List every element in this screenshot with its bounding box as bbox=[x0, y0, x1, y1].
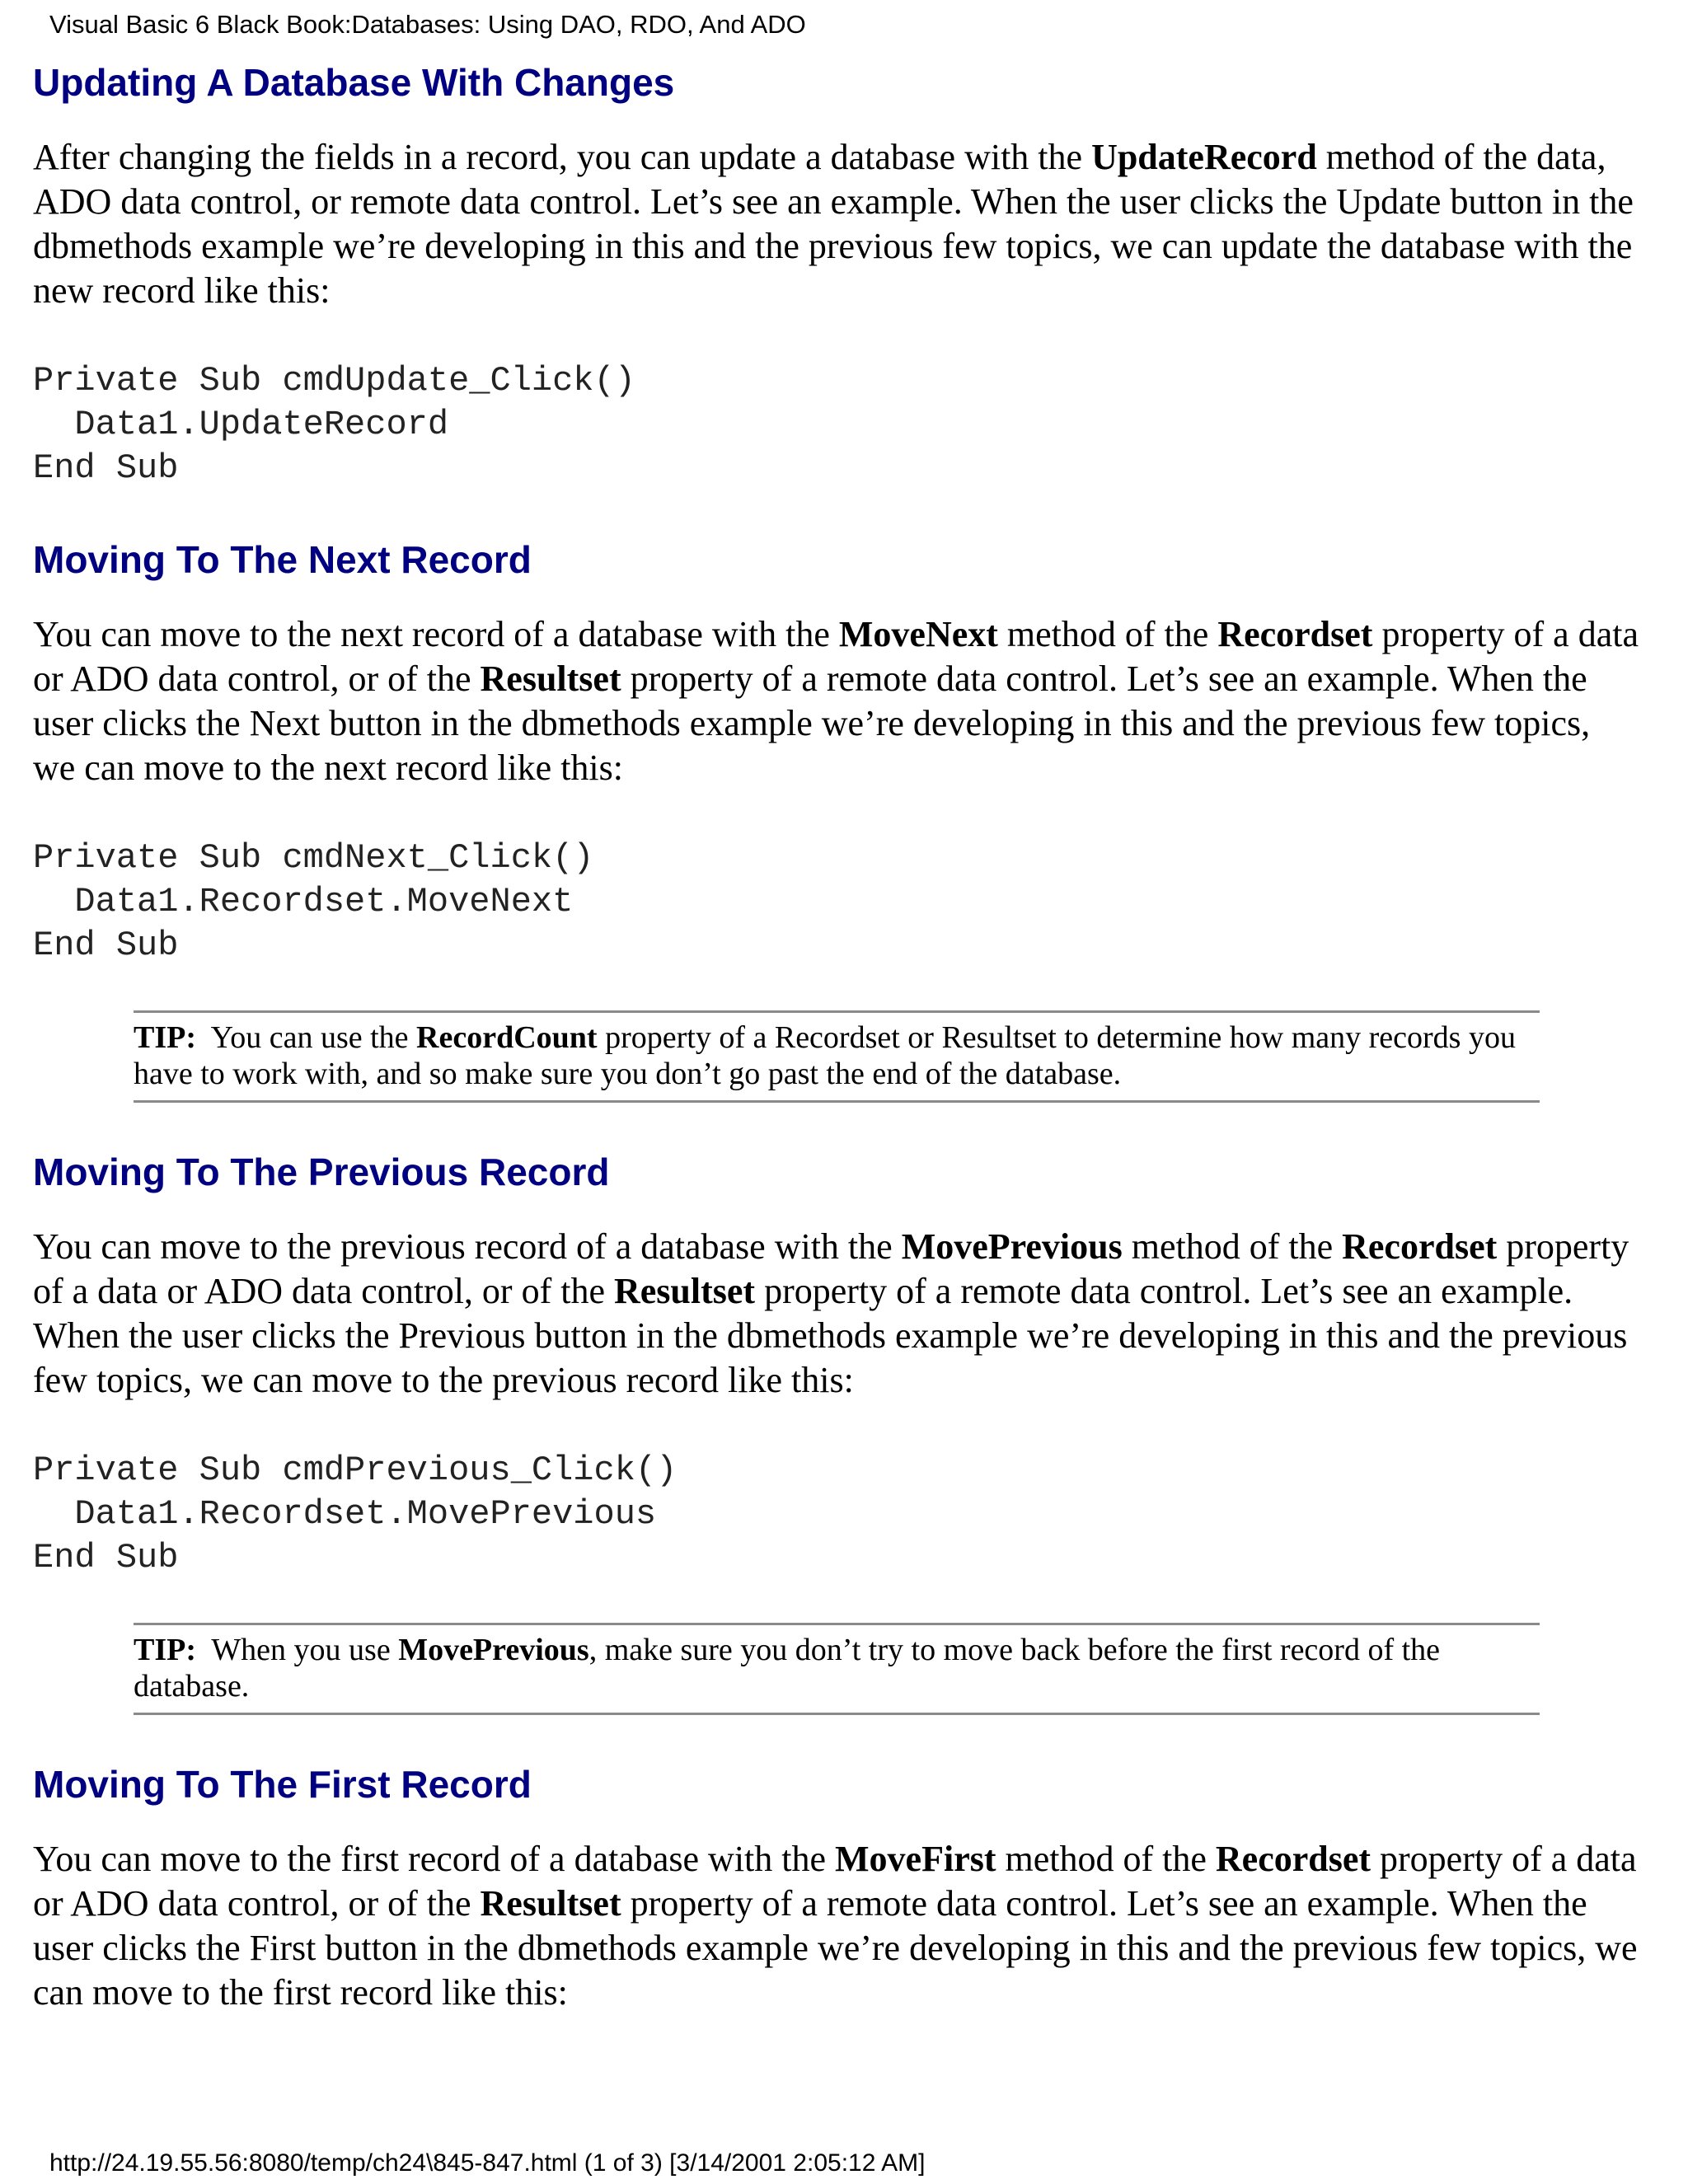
bold-term: MovePrevious bbox=[901, 1226, 1123, 1267]
text-run: property of a Recordset or Resultset to determine how many records you have to work with, and so make sure you don’t go past the end of the database. bbox=[134, 1020, 1516, 1091]
running-header: Visual Basic 6 Black Book:Databases: Using DAO, RDO, And ADO bbox=[49, 10, 806, 39]
text-run: After changing the fields in a record, you can update a database with the bbox=[33, 137, 1092, 177]
text-run: You can use the bbox=[196, 1020, 417, 1055]
text-run: , make sure you don’t try to move back before the first record of the database. bbox=[134, 1633, 1441, 1704]
section-heading: Moving To The Next Record bbox=[33, 538, 532, 581]
text-run: property of a remote data control. Let’s see an example. When the user clicks the Previous button in the dbmethods example we’re developing in this and the previous few topics, we can move to the previous record like this: bbox=[33, 1271, 1628, 1400]
text-run: You can move to the next record of a database with the bbox=[33, 614, 839, 654]
text-run: property of a data or ADO data control, or of the bbox=[33, 614, 1639, 699]
bold-term: RecordCount bbox=[416, 1020, 598, 1055]
section-previous-record bbox=[33, 1144, 1640, 1715]
tip-box bbox=[134, 1010, 1540, 1103]
bold-term: Recordset bbox=[1217, 614, 1373, 654]
bold-term: Resultset bbox=[614, 1271, 756, 1311]
tip-box bbox=[134, 1623, 1540, 1715]
text-run: property of a data or ADO data control, or of the bbox=[33, 1839, 1637, 1924]
text-run: method of the bbox=[1122, 1226, 1343, 1267]
body-paragraph bbox=[33, 1837, 1640, 2015]
bold-term: MoveFirst bbox=[835, 1839, 996, 1879]
text-run: method of the data, ADO data control, or remote data control. Let’s see an example. When the user clicks the Update button in the dbmethods example we’re developing in this and the previous few topics, we can update the database with the new record like this: bbox=[33, 137, 1634, 311]
footer-url: http://24.19.55.56:8080/temp/ch24\845-847.html (1 of 3) [3/14/2001 2:05:12 AM] bbox=[49, 2149, 926, 2177]
bold-term: MovePrevious bbox=[398, 1633, 589, 1667]
section-first-record bbox=[33, 1756, 1640, 2015]
section-heading: Moving To The Previous Record bbox=[33, 1151, 610, 1193]
bold-term: Recordset bbox=[1342, 1226, 1498, 1267]
text-run: property of a remote data control. Let’s see an example. When the user clicks the First button in the dbmethods example we’re developing in this and the previous few topics, we can move to the first record like this: bbox=[33, 1883, 1638, 2013]
body-paragraph bbox=[33, 1225, 1640, 1403]
bold-term: Resultset bbox=[480, 658, 621, 699]
bold-term: Recordset bbox=[1215, 1839, 1372, 1879]
body-paragraph bbox=[33, 135, 1640, 313]
bold-term: MoveNext bbox=[838, 614, 998, 654]
tip-label: TIP: bbox=[134, 1633, 196, 1667]
bold-term: UpdateRecord bbox=[1091, 137, 1317, 177]
code-block: Private Sub cmdUpdate_Click() Data1.UpdateRecord End Sub bbox=[33, 361, 635, 488]
text-run: property of a remote data control. Let’s see an example. When the user clicks the Next button in the dbmethods example we’re developing in this and the previous few topics, we can move to the next record like this: bbox=[33, 658, 1591, 788]
text-run: You can move to the previous record of a database with the bbox=[33, 1226, 902, 1267]
tip-label: TIP: bbox=[134, 1020, 196, 1055]
text-run: You can move to the first record of a database with the bbox=[33, 1839, 836, 1879]
section-update-record bbox=[33, 54, 1640, 490]
text-run: property of a data or ADO data control, or of the bbox=[33, 1226, 1629, 1311]
section-heading: Updating A Database With Changes bbox=[33, 61, 675, 104]
text-run: method of the bbox=[996, 1839, 1216, 1879]
section-next-record bbox=[33, 532, 1640, 1103]
section-heading: Moving To The First Record bbox=[33, 1763, 532, 1806]
body-paragraph bbox=[33, 612, 1640, 790]
content-area bbox=[33, 54, 1640, 2015]
text-run: When you use bbox=[196, 1633, 399, 1667]
text-run: method of the bbox=[997, 614, 1218, 654]
code-block: Private Sub cmdNext_Click() Data1.Recordset.MoveNext End Sub bbox=[33, 838, 594, 965]
bold-term: Resultset bbox=[480, 1883, 621, 1924]
code-block: Private Sub cmdPrevious_Click() Data1.Recordset.MovePrevious End Sub bbox=[33, 1451, 678, 1577]
